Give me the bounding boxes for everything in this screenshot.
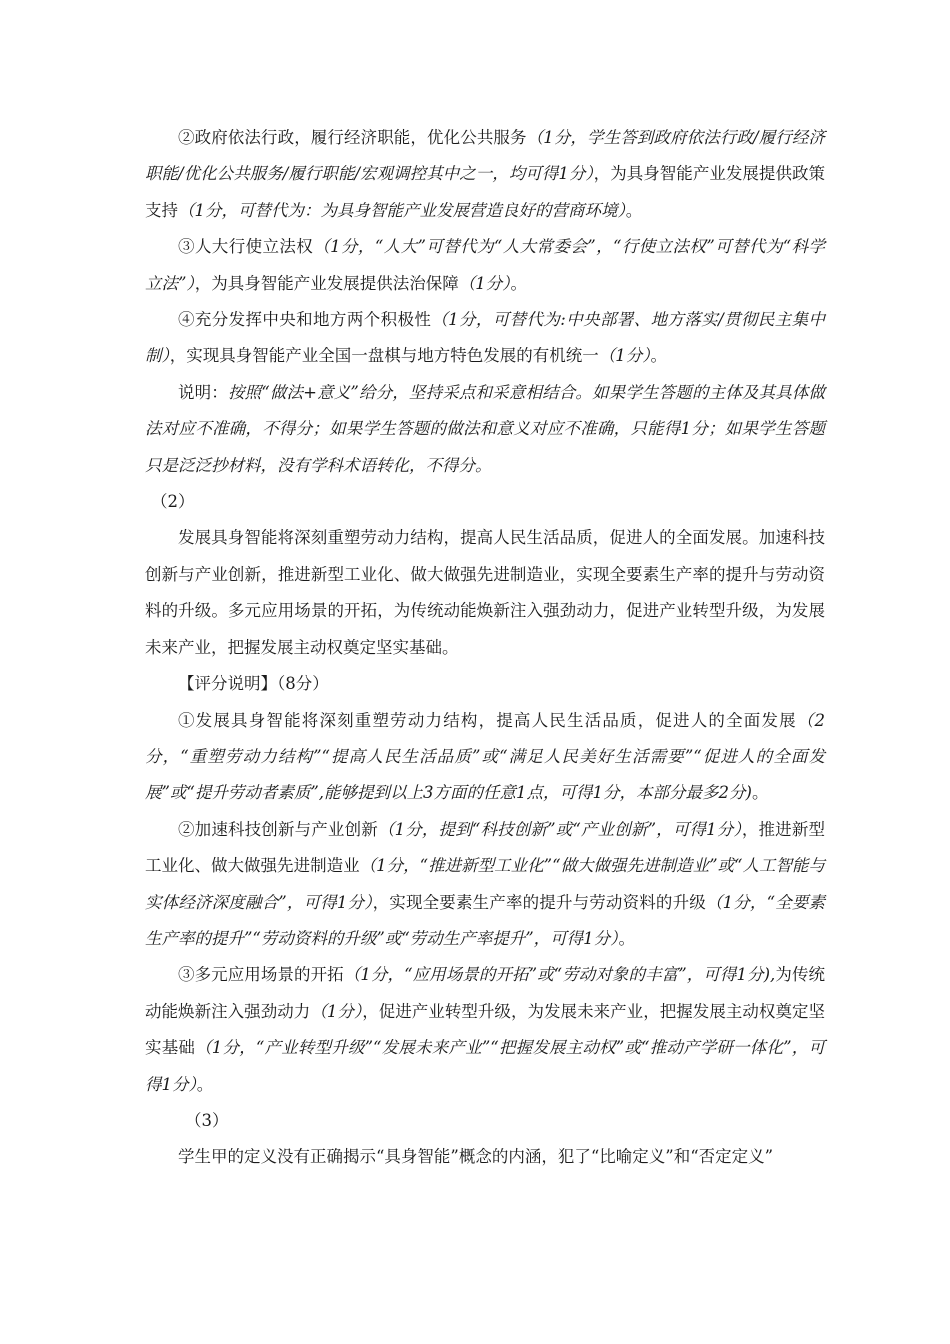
answer-text: ，促进产业转型升级，为发展未来产业，把握发展主动权奠定坚实基础 (145, 1001, 826, 1058)
answer-text: ，推进新型工业化、做大做强先进制造业 (145, 819, 825, 876)
scoring-note-text: （1分，学生答到政府依法行政/履行经济职能/优化公共服务/履行职能/宏观调控其中之一，均可得1分） (145, 128, 825, 184)
answer-text: ①发展具身智能将深刻重塑劳动力结构，提高人民生活品质，促进人的全面发展 (178, 710, 797, 730)
paragraph (145, 1103, 825, 1139)
scoring-note-text: （1分，可替代为：为具身智能产业发展营造良好的营商环境） (178, 200, 626, 220)
answer-text: 。 (751, 783, 769, 803)
paragraph (145, 375, 825, 484)
scoring-note-text: （1分，“推进新型工业化”“做大做强先进制造业”或“人工智能与实体经济深度融合”，可得1分） (145, 856, 825, 912)
paragraph (145, 1139, 825, 1175)
answer-text: ，实现全要素生产率的提升与劳动资料的升级 (372, 892, 706, 912)
answer-text: 。 (650, 346, 667, 366)
answer-text: 。 (618, 928, 635, 948)
paragraph (145, 520, 825, 666)
answer-text: 为传统动能焕新注入强劲动力 (145, 965, 826, 1021)
answer-text: ③人大行使立法权 (178, 237, 314, 257)
answer-text: 。 (510, 273, 527, 293)
answer-text: 。 (625, 200, 643, 220)
answer-text: ，为具身智能产业发展提供政策支持 (145, 164, 825, 220)
answer-text: 学生甲的定义没有正确揭示“具身智能”概念的内涵，犯了“比喻定义”和“否定定义” (178, 1147, 774, 1167)
answer-text: ③多元应用场景的开拓 (178, 965, 344, 985)
answer-text: ②政府依法行政，履行经济职能，优化公共服务 (178, 128, 527, 147)
paragraph (145, 484, 825, 520)
answer-text: ，为具身智能产业发展提供法治保障 (194, 273, 459, 293)
answer-text: （3） (185, 1110, 229, 1130)
paragraph (145, 302, 825, 375)
answer-text: 发展具身智能将深刻重塑劳动力结构，提高人民生活品质，促进人的全面发展。加速科技创新与产业创新，推进新型工业化、做大做强先进制造业，实现全要素生产率的提升与劳动资料的升级。多元应用场景的开拓，为传统动能焕新注入强劲动力，促进产业转型升级，为发展未来产业，把握发展主动权奠定坚实基础。 (145, 528, 825, 657)
paragraph (145, 703, 825, 812)
paragraph (145, 812, 825, 958)
paragraph (145, 120, 825, 229)
answer-text: ②加速科技创新与产业创新 (178, 819, 378, 839)
paragraph (145, 229, 825, 302)
answer-text: 。 (196, 1074, 214, 1094)
answer-text: （2） (151, 492, 195, 512)
answer-text: ④充分发挥中央和地方两个积极性 (178, 310, 432, 330)
answer-text-body (145, 120, 825, 1176)
scoring-note-text: （1分，“人大”可替代为“人大常委会”，“行使立法权”可替代为“科学立法”） (145, 237, 826, 293)
scoring-note-text: （1分） (458, 273, 511, 293)
scoring-note-text: （1分，“应用场景的开拓”或“劳动对象的丰富”，可得1分), (343, 965, 776, 985)
scoring-note-text: （1分，可替代为:中央部署、地方落实/贯彻民主集中制） (145, 310, 826, 366)
answer-text: ，实现具身智能产业全国一盘棋与地方特色发展的有机统一 (169, 346, 599, 366)
answer-text: 【评分说明】（8分） (178, 674, 329, 694)
answer-text: 说明： (178, 382, 228, 402)
scoring-note-text: （1分，“全要素生产率的提升”“劳动资料的升级”或“劳动生产率提升”，可得1分） (145, 892, 826, 948)
scoring-note-text: 按照“做法+意义”给分，坚持采点和采意相结合。如果学生答题的主体及其具体做法对应不准确，不得分；如果学生答题的做法和意义对应不准确，只能得1分；如果学生答题只是泛泛抄材料，没有学科术语转化，不得分。 (145, 382, 825, 475)
scoring-note-text: （1分） (310, 1001, 363, 1021)
paragraph (145, 666, 825, 702)
scoring-note-text: （1分） (598, 346, 651, 366)
paragraph (145, 957, 825, 1103)
scoring-note-text: （1分，提到“科技创新”或“产业创新”，可得1分） (377, 819, 742, 839)
scoring-note-text: （2分，“重塑劳动力结构”“提高人民生活品质”或“满足人民美好生活需要”“促进人的全面发展”或“提升劳动者素质”,能够提到以上3方面的任意1点，可得1分，本部分最多2分) (145, 710, 826, 803)
scoring-note-text: （1分，“产业转型升级”“发展未来产业”“把握发展主动权”或“推动产学研一体化”，可得1分） (145, 1038, 826, 1094)
